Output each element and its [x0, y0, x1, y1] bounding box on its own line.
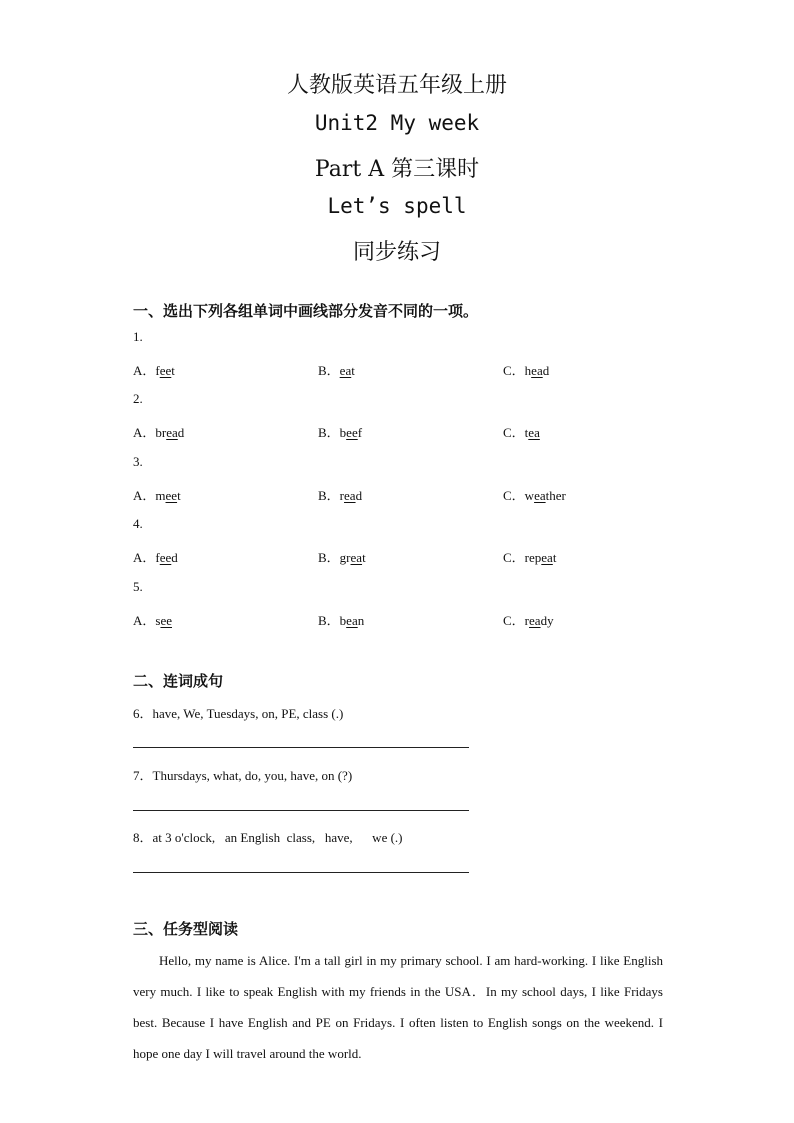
- topic-title: Let’s spell: [327, 194, 467, 218]
- word-start: gr: [339, 550, 351, 566]
- question-number: 4.: [133, 516, 143, 532]
- underlined-letters: ea: [346, 612, 358, 628]
- word-end: d: [542, 363, 550, 378]
- word-start: b: [339, 425, 347, 441]
- question-number: 1.: [133, 329, 143, 344]
- option-label: B．: [318, 612, 340, 628]
- option-b[interactable]: [318, 422, 362, 441]
- option-label: A．: [133, 363, 156, 378]
- word-end: t: [351, 363, 355, 378]
- underlined-letters: ee: [165, 487, 178, 503]
- answer-line-6[interactable]: [133, 747, 469, 748]
- option-b[interactable]: [318, 610, 364, 629]
- option-c[interactable]: [503, 547, 556, 566]
- option-label: B．: [318, 487, 340, 503]
- underlined-letters: ea: [166, 425, 178, 441]
- question-number: 5.: [133, 578, 143, 594]
- option-label: B．: [318, 363, 340, 378]
- underlined-letters: ee: [160, 612, 172, 628]
- option-label: A．: [133, 487, 156, 503]
- underlined-letters: ea: [344, 487, 356, 503]
- sentence-item-7: 7．Thursdays, what, do, you, have, on (?): [133, 768, 353, 783]
- word-end: n: [357, 612, 365, 628]
- word-end: t: [552, 550, 557, 566]
- word-end: d: [177, 425, 185, 441]
- word-end: d: [355, 487, 363, 503]
- underlined-letters: ee: [159, 550, 172, 566]
- sentence-item-6: 6．have, We, Tuesdays, on, PE, class (.): [133, 706, 344, 721]
- unit-title: Unit2 My week: [314, 111, 480, 135]
- option-label: C．: [503, 363, 525, 378]
- question-number: 3.: [133, 453, 143, 469]
- lesson-title: Part A 第三课时: [314, 157, 480, 182]
- word-end: ther: [545, 487, 566, 503]
- word-start: w: [524, 487, 535, 503]
- answer-line-7[interactable]: [133, 810, 469, 811]
- option-a[interactable]: [133, 485, 181, 504]
- option-c[interactable]: [503, 422, 540, 441]
- underlined-letters: ea: [541, 550, 553, 566]
- option-label: A．: [133, 425, 156, 441]
- option-b[interactable]: [318, 360, 355, 379]
- question-number: 2.: [133, 391, 143, 407]
- underlined-letters: ea: [534, 487, 546, 503]
- reading-paragraph: Hello, my name is Alice. I'm a tall girl in my primary school. I am hard-working. I like English very much. I like to speak English with my friends in the USA．In my school days, I like Fridays best. Because I have English and PE on Fridays. I often listen to English songs on the weekend. I hope one day I will travel around the world.: [133, 953, 663, 1061]
- underlined-letters: ea: [339, 363, 352, 378]
- word-start: r: [339, 487, 345, 503]
- word-end: dy: [540, 612, 554, 628]
- option-a[interactable]: [133, 360, 175, 379]
- answer-line-8[interactable]: [133, 872, 469, 873]
- option-label: C．: [503, 425, 525, 441]
- word-start: t: [524, 425, 529, 441]
- underlined-letters: ea: [350, 550, 363, 566]
- word-end: d: [171, 550, 178, 566]
- word-end: t: [171, 363, 175, 378]
- option-label: B．: [318, 425, 340, 441]
- option-a[interactable]: [133, 547, 178, 566]
- word-start: b: [339, 612, 347, 628]
- word-end: t: [362, 550, 366, 566]
- option-label: C．: [503, 550, 525, 566]
- word-start: r: [524, 612, 530, 628]
- section3-heading: 三、任务型阅读: [133, 920, 239, 938]
- option-label: A．: [133, 612, 156, 628]
- word-start: f: [155, 550, 160, 566]
- word-start: m: [155, 487, 166, 503]
- option-a[interactable]: [133, 422, 184, 441]
- underlined-letters: ee: [346, 425, 358, 441]
- option-a[interactable]: [133, 610, 172, 629]
- option-label: C．: [503, 487, 525, 503]
- underlined-letters: ee: [159, 363, 172, 378]
- underlined-letters: ea: [528, 425, 540, 441]
- section1-heading: 一、选出下列各组单词中画线部分发音不同的一项。: [133, 302, 479, 320]
- option-c[interactable]: [503, 610, 554, 629]
- option-c[interactable]: [503, 360, 549, 379]
- option-label: B．: [318, 550, 340, 566]
- underlined-letters: ea: [531, 363, 543, 378]
- book-title: 人教版英语五年级上册: [286, 73, 507, 98]
- word-end: f: [357, 425, 363, 441]
- word-start: f: [155, 363, 160, 378]
- option-label: A．: [133, 550, 156, 566]
- reading-passage: [133, 945, 663, 1069]
- word-start: s: [155, 612, 161, 628]
- word-start: h: [524, 363, 532, 378]
- exercise-title: 同步练习: [352, 240, 441, 265]
- option-label: C．: [503, 612, 525, 628]
- option-b[interactable]: [318, 485, 362, 504]
- section2-heading: 二、连词成句: [133, 672, 224, 690]
- underlined-letters: ea: [529, 612, 541, 628]
- word-start: rep: [524, 550, 542, 566]
- sentence-item-8: 8．at 3 o'clock, an English class, have, we (.): [133, 830, 403, 845]
- option-b[interactable]: [318, 547, 366, 566]
- word-end: t: [177, 487, 181, 503]
- word-start: br: [155, 425, 167, 441]
- option-c[interactable]: [503, 485, 566, 504]
